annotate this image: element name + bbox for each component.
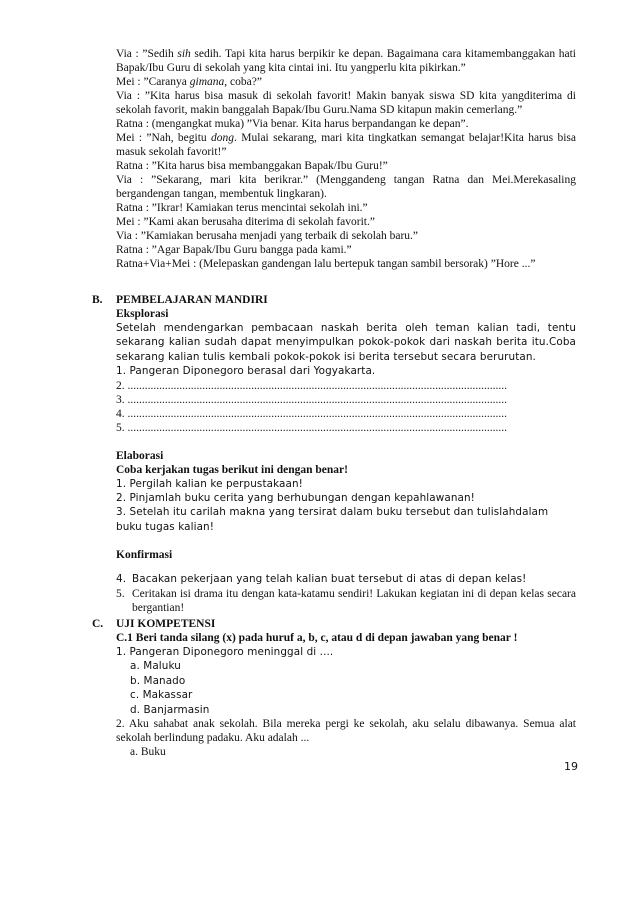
question-2: 2. Aku sahabat anak sekolah. Bila mereka pergi ke sekolah, aku selalu dibawanya. Semua alat sekolah berlindung padaku. Aku adalah ... [116, 718, 576, 745]
eksplorasi-blank: 3. .................................................................................................................................... [116, 393, 507, 406]
section-b [116, 293, 576, 615]
dialogue-line: Ratna : ”Ikrar! Kamiakan terus mencintai sekolah ini.” [116, 202, 368, 214]
elaborasi-subheading: Coba kerjakan tugas berikut ini dengan benar! [116, 463, 348, 476]
konfirmasi-item: 4. Bacakan pekerjaan yang telah kalian buat tersebut di atas di depan kelas! [116, 573, 527, 586]
eksplorasi-heading: Eksplorasi [116, 308, 169, 320]
answer-option: b. Manado [130, 674, 186, 687]
dialogue-line: Ratna : ”Agar Bapak/Ibu Guru bangga pada kami.” [116, 244, 352, 256]
section-c-title: UJI KOMPETENSI [116, 618, 216, 630]
dialogue-line: Via : ”Kita harus bisa masuk di sekolah favorit! Makin banyak siswa SD kita yangditerima di sekolah favorit, makin banggalah Bapak/Ibu Guru.Nama SD kitapun makin cemerlang.” [116, 90, 576, 116]
eksplorasi-blank: 5. .................................................................................................................................... [116, 421, 507, 434]
dialogue-line: Mei : ”Kami akan berusaha diterima di sekolah favorit.” [116, 216, 375, 228]
eksplorasi-blank: 2. .................................................................................................................................... [116, 379, 507, 392]
answer-option: a. Maluku [130, 660, 181, 673]
dialogue-line: Mei : ”Caranya gimana, coba?” [116, 76, 262, 88]
dialogue-line: Via : ”Sedih sih sedih. Tapi kita harus berpikir ke depan. Bagaimana cara kitamembanggakan hati Bapak/Ibu Guru di sekolah yang kita cintai ini. Itu yangperlu kita pikirkan.” [116, 48, 576, 74]
elaborasi-item: 3. Setelah itu carilah makna yang tersirat dalam buku tersebut dan tulislahdalam buku tugas kalian! [116, 506, 549, 533]
dialogue-line: Via : ”Kamiakan berusaha menjadi yang terbaik di sekolah baru.” [116, 230, 419, 242]
konfirmasi-heading: Konfirmasi [116, 549, 173, 562]
dialogue-block [116, 47, 576, 271]
section-b-title: PEMBELAJARAN MANDIRI [116, 294, 268, 306]
eksplorasi-intro: Setelah mendengarkan pembacaan naskah berita oleh teman kalian tadi, tentu sekarang kalian sudah dapat menyimpulkan pokok-pokok dari naskah berita itu.Coba sekarang kalian tulis kembali pokok-pokok isi berita tersebut secara berurutan. [116, 322, 576, 363]
section-b-letter: B. [92, 294, 103, 306]
elaborasi-heading: Elaborasi [116, 449, 164, 462]
answer-option: a. Buku [130, 746, 166, 759]
answer-option: c. Makassar [130, 689, 193, 702]
question-1: 1. Pangeran Diponegoro meninggal di .... [116, 646, 334, 658]
konfirmasi-item: 5. Ceritakan isi drama itu dengan kata-katamu sendiri! Lakukan kegiatan ini di depan kelas secara bergantian! [116, 587, 576, 614]
elaborasi-item: 1. Pergilah kalian ke perpustakaan! [116, 477, 303, 490]
dialogue-line: Ratna : ”Kita harus bisa membanggakan Bapak/Ibu Guru!” [116, 160, 388, 172]
dialogue-line: Via : ”Sekarang, mari kita berikrar.” (Menggandeng tangan Ratna dan Mei.Merekasaling bergandengan tangan, membentuk lingkaran). [116, 174, 576, 200]
eksplorasi-blank: 4. .................................................................................................................................... [116, 407, 507, 420]
section-c-instruction: C.1 Beri tanda silang (x) pada huruf a, b, c, atau d di depan jawaban yang benar ! [116, 632, 518, 644]
page-number: 19 [564, 760, 578, 773]
answer-option: d. Banjarmasin [130, 703, 210, 716]
dialogue-line: Mei : ”Nah, begitu dong. Mulai sekarang, mari kita tingkatkan semangat belajar!Kita harus bisa masuk sekolah favorit!” [116, 132, 576, 158]
section-c [116, 617, 576, 759]
eksplorasi-item: 1. Pangeran Diponegoro berasal dari Yogyakarta. [116, 365, 376, 378]
elaborasi-item: 2. Pinjamlah buku cerita yang berhubungan dengan kepahlawanan! [116, 492, 475, 505]
dialogue-line: Ratna+Via+Mei : (Melepaskan gandengan lalu bertepuk tangan sambil bersorak) ”Hore ...” [116, 258, 536, 270]
section-c-letter: C. [92, 618, 104, 630]
dialogue-line: Ratna : (mengangkat muka) ”Via benar. Kita harus berpandangan ke depan”. [116, 118, 469, 130]
